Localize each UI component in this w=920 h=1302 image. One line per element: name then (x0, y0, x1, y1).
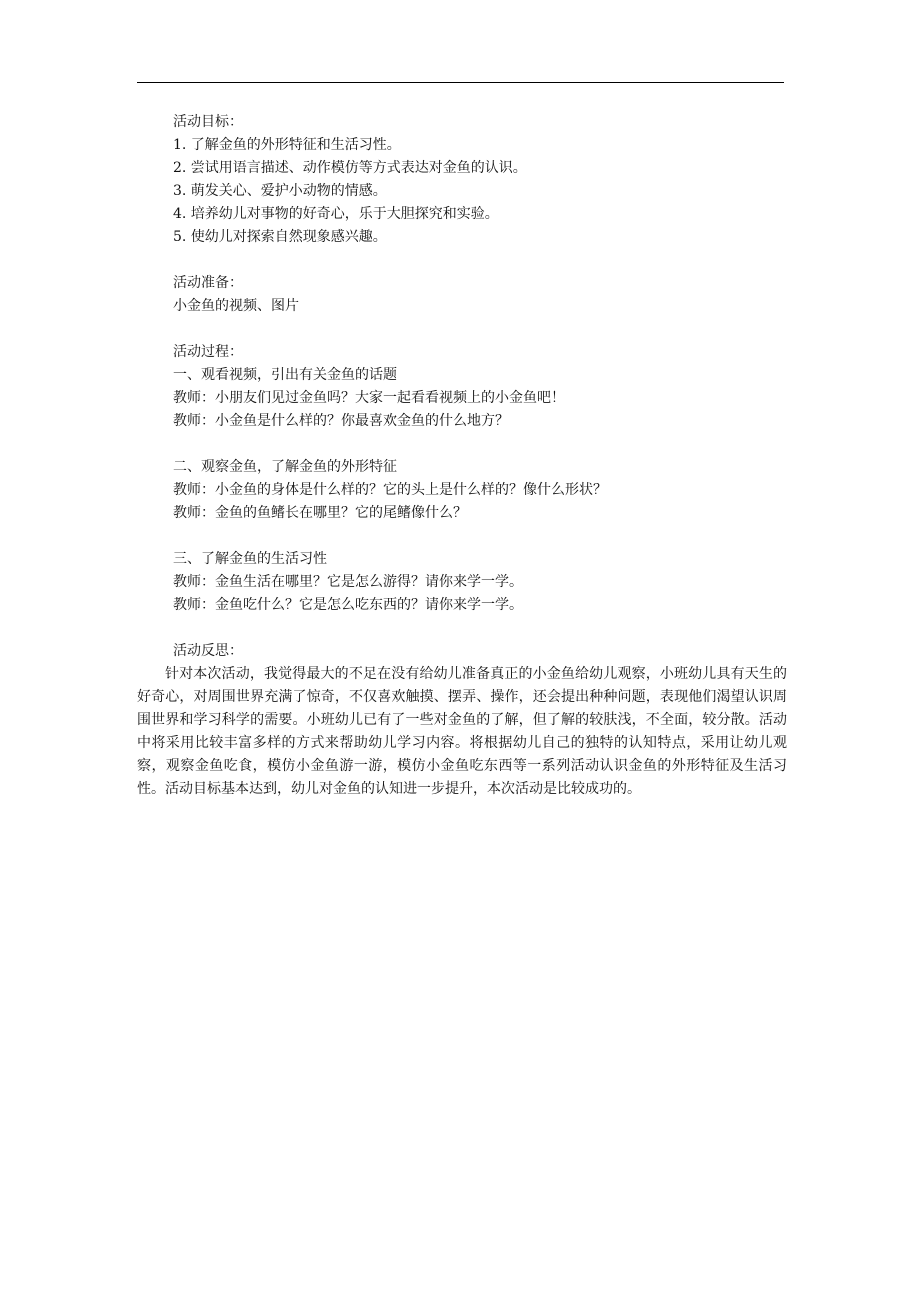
teacher-line: 教师：金鱼生活在哪里？它是怎么游得？请你来学一学。 (173, 574, 523, 590)
reflection-section (137, 640, 787, 801)
process-step-title: 二、观察金鱼，了解金鱼的外形特征 (173, 459, 397, 475)
process-step-section (137, 548, 787, 617)
objectives-section (137, 111, 787, 249)
objective-item: 5. 使幼儿对探索自然现象感兴趣。 (173, 229, 387, 245)
preparation-section (137, 272, 787, 318)
preparation-heading: 活动准备： (173, 275, 243, 291)
preparation-text: 小金鱼的视频、图片 (173, 298, 299, 314)
process-step-title: 一、观看视频，引出有关金鱼的话题 (173, 367, 397, 383)
teacher-line: 教师：金鱼吃什么？它是怎么吃东西的？请你来学一学。 (173, 597, 523, 613)
teacher-line: 教师：金鱼的鱼鳍长在哪里？它的尾鳍像什么？ (173, 505, 467, 521)
process-step-title: 三、了解金鱼的生活习性 (173, 551, 327, 567)
teacher-line: 教师：小金鱼是什么样的？你最喜欢金鱼的什么地方？ (173, 413, 509, 429)
objective-item: 1. 了解金鱼的外形特征和生活习性。 (173, 137, 401, 153)
reflection-heading: 活动反思： (173, 643, 243, 659)
process-section (137, 341, 787, 433)
process-heading: 活动过程： (173, 344, 243, 360)
teacher-line: 教师：小金鱼的身体是什么样的？它的头上是什么样的？像什么形状？ (173, 482, 607, 498)
document-body (137, 111, 787, 824)
process-step-section (137, 456, 787, 525)
objective-item: 3. 萌发关心、爱护小动物的情感。 (173, 183, 387, 199)
objective-item: 2. 尝试用语言描述、动作模仿等方式表达对金鱼的认识。 (173, 160, 527, 176)
teacher-line: 教师：小朋友们见过金鱼吗？大家一起看看视频上的小金鱼吧！ (173, 390, 565, 406)
objectives-heading: 活动目标： (173, 114, 243, 130)
header-rule (137, 82, 784, 83)
reflection-paragraph: 针对本次活动，我觉得最大的不足在没有给幼儿准备真正的小金鱼给幼儿观察，小班幼儿具有天生的好奇心，对周围世界充满了惊奇，不仅喜欢触摸、摆弄、操作，还会提出种种问题，表现他们渴望认识周围世界和学习科学的需要。小班幼儿已有了一些对金鱼的了解，但了解的较肤浅，不全面，较分散。活动中将采用比较丰富多样的方式来帮助幼儿学习内容。将根据幼儿自己的独特的认知特点，采用让幼儿观察，观察金鱼吃食，模仿小金鱼游一游，模仿小金鱼吃东西等一系列活动认识金鱼的外形特征及生活习性。活动目标基本达到，幼儿对金鱼的认知进一步提升，本次活动是比较成功的。 (137, 666, 787, 797)
objective-item: 4. 培养幼儿对事物的好奇心，乐于大胆探究和实验。 (173, 206, 499, 222)
